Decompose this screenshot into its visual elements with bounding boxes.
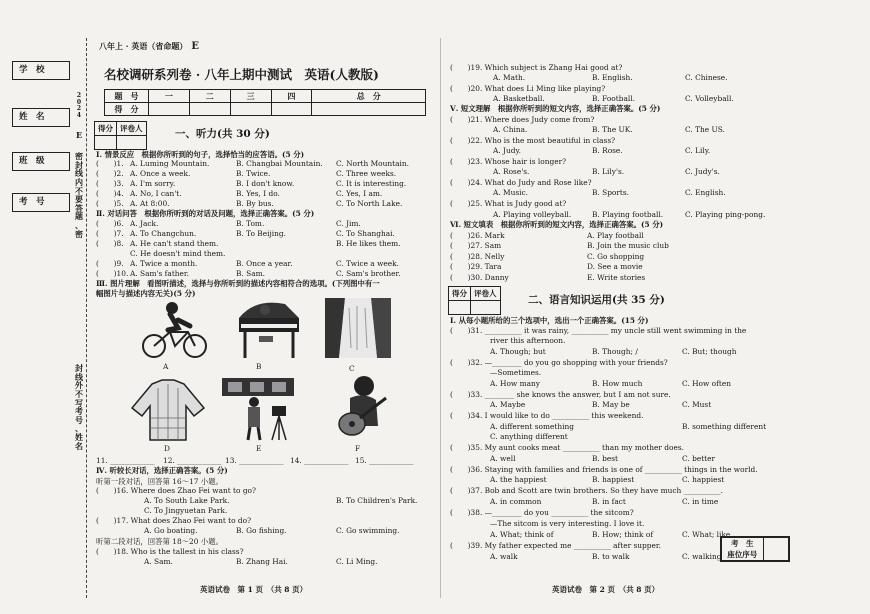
question-5: ( )5.: [96, 199, 124, 208]
answer-blank-14[interactable]: 14. ____________: [290, 456, 349, 465]
question-17: ( )17. What does Zhao Fei want to do?: [96, 516, 252, 525]
section2-title: 二、语言知识运用(共 35 分): [528, 294, 665, 306]
footer-left: 英语试卷 第 1 页 （共 8 页）: [200, 585, 308, 594]
q31-continued: river this afternoon.: [490, 336, 566, 345]
q24-option-c: C. English.: [685, 188, 726, 197]
q19-option-c: C. Chinese.: [685, 73, 728, 82]
q38-reply: —The sitcom is very interesting. I love it.: [490, 519, 645, 528]
question-38: ( )38. —________ do you __________ the sitcom?: [450, 508, 634, 517]
q22-option-c: C. Lily.: [685, 146, 711, 155]
picture-e-label: E: [256, 444, 262, 453]
question-36: ( )36. Staying with families and friends is one of __________ things in the world.: [450, 465, 758, 474]
q22-option-a: A. Judy.: [493, 146, 522, 155]
q4-option-a: A. No, I can't.: [130, 189, 182, 198]
picture-a-label: A: [163, 362, 169, 371]
question-23: ( )23. Whose hair is longer?: [450, 157, 567, 166]
q21-option-b: B. The UK.: [592, 125, 633, 134]
part3-instruction-2: 幅图片与描述内容无关)(5 分): [96, 289, 196, 298]
part5-instruction: Ⅴ. 短文理解 根据你所听到的短文内容，选择正确答案。(5 分): [450, 104, 661, 113]
part4-note2: 听第二段对话，回答第 18～20 小题。: [96, 537, 223, 546]
q23-option-a: A. Rose's.: [493, 167, 530, 176]
q19-option-a: A. Math.: [493, 73, 526, 82]
q3-option-b: B. I don't know.: [236, 179, 295, 188]
q24-option-b: B. Sports.: [592, 188, 630, 197]
q22-option-b: B. Rose.: [592, 146, 623, 155]
question-8: ( )8.: [96, 239, 124, 248]
q34-option-c: C. anything different: [490, 432, 568, 441]
question-21: ( )21. Where does Judy come from?: [450, 115, 595, 124]
q20-option-b: B. Football.: [592, 94, 635, 103]
question-20: ( )20. What does Li Ming like playing?: [450, 84, 606, 93]
question-34: ( )34. I would like to do __________ this weekend.: [450, 411, 644, 420]
q5-option-b: B. By bus.: [236, 199, 274, 208]
q37-option-b: B. in fact: [592, 497, 626, 506]
match-option-b: B. Join the music club: [587, 241, 669, 250]
question-33: ( )33. ________ she knows the answer, but I am not sure.: [450, 390, 671, 399]
q35-option-a: A. well: [490, 454, 516, 463]
binding-field-exam-number: 考 号: [12, 193, 70, 212]
binding-code: E: [75, 130, 83, 140]
q7-option-c: C. To Shanghai.: [336, 229, 395, 238]
part2-instruction: Ⅱ. 对话问答 根据你所听到的对话及问题，选择正确答案。(5 分): [96, 209, 315, 218]
part1-instruction: Ⅰ. 情景反应 根据你所听到的句子，选择恰当的应答语。(5 分): [96, 150, 305, 159]
picture-d-sweater: [128, 378, 208, 444]
match-option-e: E. Write stories: [587, 273, 646, 282]
q5-option-a: A. At 8:00.: [130, 199, 170, 208]
q7-option-a: A. To Changchun.: [130, 229, 197, 238]
q32-option-c: C. How often: [682, 379, 731, 388]
q25-option-b: B. Playing football.: [592, 210, 664, 219]
q18-option-a: A. Sam.: [144, 557, 173, 566]
part3-instruction: Ⅲ. 图片理解 看图听描述，选择与你所听到的描述内容相符合的选项。(下列图中有一: [96, 279, 380, 288]
q32-reply: —Sometimes.: [490, 368, 542, 377]
question-4: ( )4.: [96, 189, 124, 198]
page-title: 名校调研系列卷 · 八年上期中测试 英语(人教版): [104, 67, 379, 82]
question-10: ( )10.: [96, 269, 129, 278]
q2-option-c: C. Three weeks.: [336, 169, 397, 178]
grader-box-1: 得分 评卷人: [94, 121, 147, 150]
question-32: ( )32. —________ do you go shopping with your friends?: [450, 358, 668, 367]
q17-option-a: A. Go boating.: [144, 526, 198, 535]
q16-option-a: A. To South Lake Park.: [144, 496, 230, 505]
q8-option-b: B. He likes them.: [336, 239, 401, 248]
q4-option-b: B. Yes, I do.: [236, 189, 280, 198]
part4-note1: 听第一段对话，回答第 16～17 小题。: [96, 477, 223, 486]
q3-option-a: A. I'm sorry.: [130, 179, 176, 188]
seat-number-box[interactable]: 考 生 座位序号: [720, 536, 790, 562]
question-31: ( )31. __________ it was rainy, __________ my uncle still went swimming in the: [450, 326, 747, 335]
q19-option-b: B. English.: [592, 73, 633, 82]
question-18: ( )18. Who is the tallest in his class?: [96, 547, 244, 556]
q2-option-b: B. Twice.: [236, 169, 271, 178]
q38-option-a: A. What; think of: [490, 530, 554, 539]
q23-option-b: B. Lily's.: [592, 167, 625, 176]
q9-option-c: C. Twice a week.: [336, 259, 399, 268]
q36-option-b: B. happiest: [592, 475, 635, 484]
q3-option-c: C. It is interesting.: [336, 179, 407, 188]
question-1: ( )1.: [96, 159, 124, 168]
q21-option-c: C. The US.: [685, 125, 725, 134]
match-option-c: C. Go shopping: [587, 252, 645, 261]
q37-option-c: C. in time: [682, 497, 719, 506]
q37-option-a: A. in common: [490, 497, 542, 506]
q39-option-b: B. to walk: [592, 552, 630, 561]
q35-option-c: C. better: [682, 454, 716, 463]
q34-option-b: B. something different: [682, 422, 767, 431]
picture-b-piano: [235, 296, 303, 360]
answer-blank-13[interactable]: 13. ____________: [225, 456, 284, 465]
q21-option-a: A. China.: [493, 125, 528, 134]
grader-box-2: 得分 评卷人: [448, 286, 501, 315]
match-item-28: ( )28. Nelly: [450, 252, 505, 261]
picture-b-label: B: [256, 362, 262, 371]
answer-blank-11[interactable]: 11. ____________: [96, 456, 155, 465]
answer-blank-12[interactable]: 12. ____________: [163, 456, 222, 465]
q1-option-c: C. North Mountain.: [336, 159, 410, 168]
picture-f-label: F: [355, 444, 361, 453]
q2-option-a: A. Once a week.: [130, 169, 191, 178]
picture-a-cyclist: [140, 298, 210, 360]
q36-option-a: A. the happiest: [490, 475, 547, 484]
q35-option-b: B. best: [592, 454, 618, 463]
binding-year: 2 0 2 4: [76, 92, 82, 120]
footer-right: 英语试卷 第 2 页 （共 8 页）: [552, 585, 660, 594]
binding-field-name: 姓 名: [12, 108, 70, 127]
q10-option-b: B. Sam.: [236, 269, 265, 278]
question-19: ( )19. Which subject is Zhang Hai good at?: [450, 63, 623, 72]
q24-option-a: A. Music.: [493, 188, 529, 197]
q33-option-a: A. Maybe: [490, 400, 526, 409]
picture-f-guitarist: [330, 374, 390, 442]
q20-option-a: A. Basketball.: [493, 94, 545, 103]
match-item-26: ( )26. Mark: [450, 231, 505, 240]
q31-option-c: C. But; though: [682, 347, 737, 356]
q17-option-b: B. Go fishing.: [236, 526, 287, 535]
q9-option-a: A. Twice a month.: [130, 259, 198, 268]
match-option-a: A. Play football: [587, 231, 644, 240]
match-item-30: ( )30. Danny: [450, 273, 509, 282]
q16-option-c: C. To Jingyuetan Park.: [144, 506, 228, 515]
q1-option-b: B. Changbai Mountain.: [236, 159, 323, 168]
q31-option-b: B. Though; /: [592, 347, 638, 356]
part6-instruction: Ⅵ. 短文填表 根据你所听到的短文内容，选择正确答案。(5 分): [450, 220, 664, 229]
picture-d-label: D: [164, 444, 170, 453]
q8-option-c: C. He doesn't mind them.: [130, 249, 226, 258]
q32-option-b: B. How much: [592, 379, 643, 388]
section1-title: 一、听力(共 30 分): [175, 128, 270, 140]
q1-option-a: A. Luming Mountain.: [130, 159, 210, 168]
binding-warning: 密 封 线 内 不 要 答 题 、 密: [75, 151, 83, 239]
q33-option-c: C. Must: [682, 400, 712, 409]
q16-option-b: B. To Children's Park.: [336, 496, 418, 505]
picture-c-waterfall: [325, 298, 391, 358]
q36-option-c: C. happiest: [682, 475, 725, 484]
question-22: ( )22. Who is the most beautiful in class?: [450, 136, 616, 145]
q31-option-a: A. Though; but: [490, 347, 546, 356]
match-item-27: ( )27. Sam: [450, 241, 502, 250]
question-2: ( )2.: [96, 169, 124, 178]
q6-option-b: B. Tom.: [236, 219, 265, 228]
q34-option-a: A. different something: [490, 422, 574, 431]
question-25: ( )25. What is Judy good at?: [450, 199, 567, 208]
question-35: ( )35. My aunt cooks meat __________ than my mother does.: [450, 443, 684, 452]
question-6: ( )6.: [96, 219, 124, 228]
section2-part1-instruction: Ⅰ. 从每小题所给的三个选项中，选出一个正确答案。(15 分): [450, 316, 649, 325]
q38-option-c: C. What; like: [682, 530, 731, 539]
question-39: ( )39. My father expected me __________ after supper.: [450, 541, 661, 550]
q8-option-a: A. He can't stand them.: [130, 239, 219, 248]
q32-option-a: A. How many: [490, 379, 540, 388]
part4-instruction: Ⅳ. 听较长对话，选择正确答案。(5 分): [96, 466, 228, 475]
question-24: ( )24. What do Judy and Rose like?: [450, 178, 592, 187]
q33-option-b: B. May be: [592, 400, 630, 409]
match-option-d: D. See a movie: [587, 262, 643, 271]
q23-option-c: C. Judy's.: [685, 167, 720, 176]
page-divider: [440, 38, 441, 598]
q7-option-b: B. To Beijing.: [236, 229, 286, 238]
q38-option-b: B. How; think of: [592, 530, 654, 539]
question-3: ( )3.: [96, 179, 124, 188]
match-item-29: ( )29. Tara: [450, 262, 502, 271]
picture-e-photographer: [218, 376, 298, 442]
binding-field-class: 班 级: [12, 152, 70, 171]
binding-field-school: 学 校: [12, 61, 70, 80]
q25-option-c: C. Playing ping-pong.: [685, 210, 766, 219]
binding-warning-2: 封 线 外 不 写 考 号 、 姓 名: [75, 363, 83, 451]
q5-option-c: C. To North Lake.: [336, 199, 403, 208]
q6-option-a: A. Jack.: [130, 219, 159, 228]
q25-option-a: A. Playing volleyball.: [493, 210, 572, 219]
q18-option-b: B. Zhang Hai.: [236, 557, 288, 566]
q4-option-c: C. Yes, I am.: [336, 189, 383, 198]
picture-c-label: C: [349, 364, 355, 373]
answer-blank-15[interactable]: 15. ____________: [355, 456, 414, 465]
question-9: ( )9.: [96, 259, 124, 268]
q10-option-a: A. Sam's father.: [130, 269, 190, 278]
q20-option-c: C. Volleyball.: [685, 94, 734, 103]
q39-option-a: A. walk: [490, 552, 518, 561]
q39-option-c: C. walking: [682, 552, 722, 561]
header-left: 八年上 · 英语（省命题） E: [99, 41, 199, 52]
binding-line: [86, 38, 87, 598]
question-16: ( )16. Where does Zhao Fei want to go?: [96, 486, 256, 495]
question-7: ( )7.: [96, 229, 124, 238]
q10-option-c: C. Sam's brother.: [336, 269, 401, 278]
q6-option-c: C. Jim.: [336, 219, 361, 228]
q17-option-c: C. Go swimming.: [336, 526, 400, 535]
score-table: 题 号 一 二 三 四 总 分 得 分: [104, 89, 426, 116]
q18-option-c: C. Li Ming.: [336, 557, 378, 566]
q9-option-b: B. Once a year.: [236, 259, 293, 268]
question-37: ( )37. Bob and Scott are twin brothers. So they have much __________.: [450, 486, 723, 495]
